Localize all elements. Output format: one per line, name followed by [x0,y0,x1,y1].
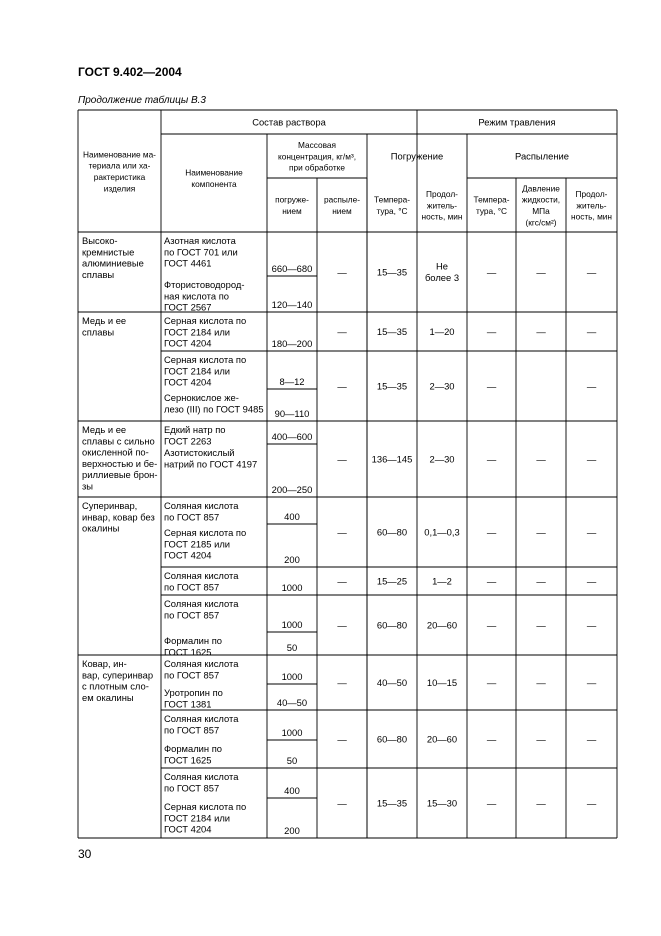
spraying-concentration-dash: — [337,266,347,278]
spray-duration-dash: — [586,380,597,392]
spray-pressure-dash: — [536,676,546,688]
component-name: Соляная кислота по ГОСТ 857 [164,570,239,593]
immersion-concentration: 400 [284,785,300,796]
component-name: Серная кислота по ГОСТ 2184 или ГОСТ 4204 [164,315,247,349]
spray-temperature-dash: — [486,325,497,337]
spray-temperature-dash: — [486,733,497,745]
immersion-temperature: 60—80 [376,526,408,538]
header-temperature: Темпера-тура, °С [373,194,411,216]
immersion-duration: 2—30 [429,380,455,392]
immersion-concentration: 1000 [281,619,303,630]
immersion-concentration: 200 [284,554,300,565]
component-name: Азотная кислота по ГОСТ 701 или ГОСТ 4461 [164,235,238,269]
spraying-concentration-dash: — [337,575,347,587]
immersion-temperature: 15—25 [376,575,408,587]
spraying-concentration-dash: — [337,733,347,745]
immersion-concentration: 200 [284,825,300,836]
spray-pressure-dash: — [536,266,546,278]
material-name: Суперинвар, инвар, ковар без окалины [82,500,155,534]
immersion-duration: 10—15 [426,676,458,688]
immersion-duration: 1—20 [429,325,455,337]
component-name: Уротропин по ГОСТ 1381 [164,687,223,710]
component-name: Соляная кислота по ГОСТ 857 [164,598,239,621]
immersion-temperature: 15—35 [376,266,408,278]
immersion-concentration: 1000 [281,727,303,738]
spray-pressure-dash: — [536,526,546,538]
spray-pressure-dash: — [536,797,546,809]
header-material: Наименование ма-териала или ха-рактеристика изделия [83,149,156,194]
immersion-concentration: 660—680 [271,263,313,274]
spray-temperature-dash: — [486,575,497,587]
immersion-temperature: 15—35 [376,380,408,392]
header-by-spraying: распыле-нием [323,194,361,216]
header-by-immersion: погруже-нием [275,194,309,216]
immersion-duration: 1—2 [432,575,452,587]
component-name: Едкий натр по ГОСТ 2263 [164,424,226,447]
spray-temperature-dash: — [486,676,497,688]
spraying-concentration-dash: — [337,325,347,337]
header-liquid-pressure: Давление жидкости, МПа (кгс/см²) [521,183,561,228]
immersion-concentration: 200—250 [271,484,313,495]
spray-pressure-dash: — [536,575,546,587]
immersion-temperature: 15—35 [376,797,408,809]
component-name: Соляная кислота по ГОСТ 857 [164,500,239,523]
spray-duration-dash: — [586,325,597,337]
component-name: Сернокислое же-лезо (III) по ГОСТ 9485 [164,392,264,415]
header-etching-mode: Режим травления [478,116,556,128]
material-name: Медь и ее сплавы [82,315,127,338]
immersion-duration: 15—30 [426,797,458,809]
header-component-name: Наименование компонента [185,167,243,189]
spray-pressure-dash: — [536,453,546,465]
header-immersion: Погружение [390,150,444,162]
spray-pressure-dash: — [536,619,546,631]
header-spray-temperature: Темпера-тура, °С [473,194,510,216]
immersion-temperature: 40—50 [376,676,408,688]
document-code: ГОСТ 9.402—2004 [78,65,182,79]
component-name: Формалин по ГОСТ 1625 [164,635,222,658]
header-spray-duration: Продол-житель-ность, мин [571,189,612,222]
table-caption: Продолжение таблицы В.3 [78,95,206,106]
immersion-concentration: 50 [286,642,298,653]
component-name: Серная кислота по ГОСТ 2184 или ГОСТ 4204 [164,801,247,835]
spray-temperature-dash: — [486,526,497,538]
spray-duration-dash: — [586,526,597,538]
header-mass-concentration: Массовая концентрация, кг/м³, при обработке [277,140,357,173]
immersion-temperature: 136—145 [371,453,413,465]
component-name: Соляная кислота по ГОСТ 857 [164,771,239,794]
spray-duration-dash: — [586,797,597,809]
material-name: Ковар, ин-вар, суперинвар с плотным сло-ем окалины [82,658,154,703]
material-name: Высоко-кремнистые алюминиевые сплавы [82,235,144,280]
immersion-concentration: 50 [286,755,298,766]
immersion-concentration: 40—50 [276,697,308,708]
immersion-temperature: 60—80 [376,619,408,631]
spray-duration-dash: — [586,453,597,465]
spray-duration-dash: — [586,676,597,688]
spray-temperature-dash: — [486,453,497,465]
component-name: Соляная кислота по ГОСТ 857 [164,713,239,736]
component-name: Серная кислота по ГОСТ 2184 или ГОСТ 4204 [164,354,247,388]
immersion-concentration: 8—12 [279,376,305,387]
spray-duration-dash: — [586,733,597,745]
spraying-concentration-dash: — [337,380,347,392]
component-name: Формалин по ГОСТ 1625 [164,743,222,766]
header-solution-composition: Состав раствора [252,116,326,128]
component-name: Фтористоводород-ная кислота по ГОСТ 2567 [164,279,245,313]
spraying-concentration-dash: — [337,453,347,465]
immersion-temperature: 15—35 [376,325,408,337]
immersion-temperature: 60—80 [376,733,408,745]
immersion-concentration: 1000 [281,671,303,682]
immersion-concentration: 400 [284,511,300,522]
spraying-concentration-dash: — [337,526,347,538]
immersion-duration: 20—60 [426,619,458,631]
spraying-concentration-dash: — [337,676,347,688]
spray-temperature-dash: — [486,380,497,392]
immersion-duration: 20—60 [426,733,458,745]
material-name: Медь и ее сплавы с сильно окисленной по-верхностью и бе-риллиевые брон-зы [82,424,158,492]
immersion-duration: Не более 3 [424,260,460,283]
immersion-concentration: 180—200 [271,338,313,349]
spray-temperature-dash: — [486,266,497,278]
immersion-duration: 2—30 [429,453,455,465]
spray-duration-dash: — [586,619,597,631]
component-name: Соляная кислота по ГОСТ 857 [164,658,239,681]
spraying-concentration-dash: — [337,619,347,631]
header-spraying: Распыление [515,150,569,162]
spray-pressure-dash: — [536,325,546,337]
immersion-duration: 0,1—0,3 [424,526,460,538]
header-duration: Продол-житель-ность, мин [421,189,463,222]
spray-duration-dash: — [586,266,597,278]
spray-temperature-dash: — [486,797,497,809]
component-name: Серная кислота по ГОСТ 2185 или ГОСТ 4204 [164,527,247,561]
component-name: Азотистокислый натрий по ГОСТ 4197 [164,447,258,470]
spray-duration-dash: — [586,575,597,587]
immersion-concentration: 400—600 [271,431,313,442]
page-number: 30 [78,847,92,861]
immersion-concentration: 120—140 [271,299,313,310]
immersion-concentration: 90—110 [274,408,310,419]
spray-pressure-dash: — [536,733,546,745]
spray-temperature-dash: — [486,619,497,631]
spraying-concentration-dash: — [337,797,347,809]
immersion-concentration: 1000 [281,582,303,593]
